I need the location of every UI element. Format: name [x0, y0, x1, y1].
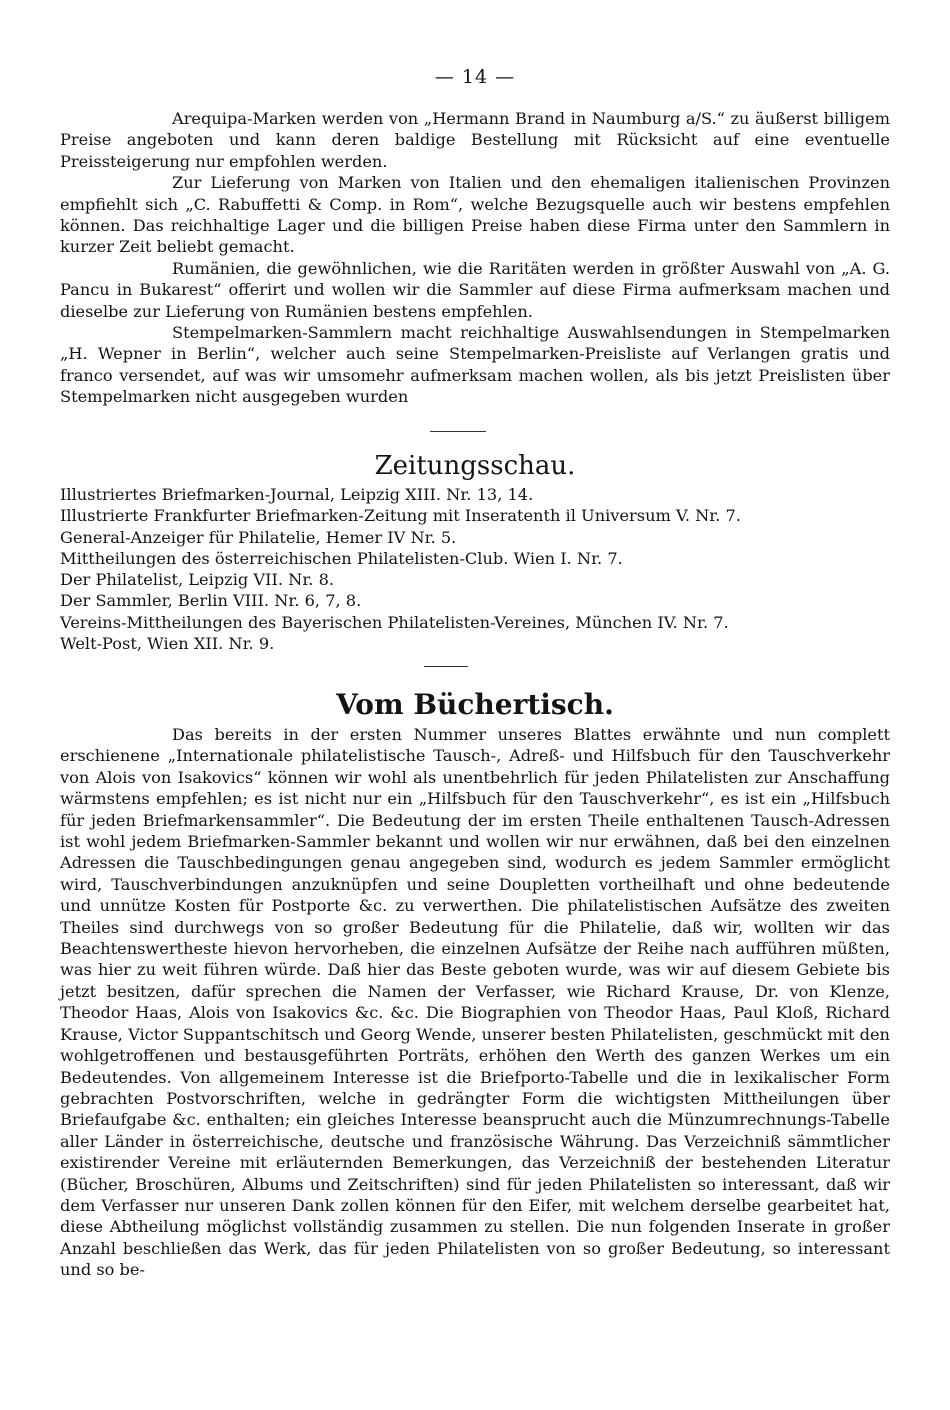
paragraph-arequipa: Arequipa-Marken werden von „Hermann Brand in Naumburg a/S.“ zu äußerst billigem Preise angeboten und kann deren baldige Bestellung mit Rücksicht auf eine eventuelle Preissteigerung nur empfohlen werden. [60, 109, 890, 171]
journal-item: Vereins-Mittheilungen des Bayerischen Philatelisten-Vereines, München IV. Nr. 7. [60, 612, 729, 632]
section-title-zeitungsschau: Zeitungsschau. [374, 451, 576, 481]
journal-item: Mittheilungen des österreichischen Philatelisten-Club. Wien I. Nr. 7. [60, 548, 623, 568]
journal-item: General-Anzeiger für Philatelie, Hemer IV Nr. 5. [60, 527, 457, 547]
section-title-buechertisch: Vom Büchertisch. [336, 688, 614, 721]
paragraph-stempelmarken: Stempelmarken-Sammlern macht reichhaltige Auswahlsendungen in Stempelmarken „H. Wepner in Berlin“, welcher auch seine Stempelmarken-Preisliste auf Verlangen gratis und franco versendet, auf was wir umsomehr aufmerksam machen wollen, als bis jetzt Preislisten über Stempelmarken nicht ausgegeben wurden [60, 323, 890, 407]
section-divider [430, 431, 486, 432]
section-divider [424, 666, 468, 667]
paragraph-rumaenien: Rumänien, die gewöhnlichen, wie die Raritäten werden in größter Auswahl von „A. G. Pancu in Bukarest“ offerirt und wollen wir die Sammler auf diese Firma aufmerksam machen und dieselbe zur Lieferung von Rumänien bestens empfehlen. [60, 258, 890, 321]
paragraph-buechertisch: Das bereits in der ersten Nummer unseres Blattes erwähnte und nun complett erschienene „Internationale philatelistische Tausch-, Adreß- und Hilfsbuch für den Tauschverkehr von Alois von Isakovics“ können wir wohl als unentbehrlich für jeden Philatelisten zur Anschaffung wärmstens empfehlen; es ist nicht nur ein „Hilfsbuch für den Tauschverkehr“, es ist ein „Hilfsbuch für jeden Briefmarkensammler“. Die Bedeutung der im ersten Theile enthaltenen Tausch-Adressen ist wohl jedem Briefmarken-Sammler bekannt und wollen wir nur erwähnen, daß bei den einzelnen Adressen die Tauschbedingungen genau angegeben sind, wodurch es jedem Sammler ermöglicht wird, Tauschverbindungen anzuknüpfen und seine Doupletten vortheilhaft und ohne bedeutende und unnütze Kosten für Postporte &c. zu verwerthen. Die philatelistischen Aufsätze des zweiten Theiles sind durchwegs von so großer Bedeutung für die Philatelie, daß wir, wollten wir das Beachtenswertheste hievon hervorheben, die einzelnen Aufsätze der Reihe nach aufführen müßten, was hier zu weit führen würde. Daß hier das Beste geboten wurde, was wir auf diesem Gebiete bis jetzt besitzen, dafür sprechen die Namen der Verfasser, wie Richard Krause, Dr. von Klenze, Theodor Haas, Alois von Isakovics &c. &c. Die Biographien von Theodor Haas, Paul Kloß, Richard Krause, Victor Suppantschitsch und Georg Wende, unserer besten Philatelisten, geschmückt mit den wohlgetroffenen und bestausgeführten Porträts, erhöhen den Werth des ganzen Werkes um ein Bedeutendes. Von allgemeinem Interesse ist die Briefporto-Tabelle und die in lexikalischer Form gebrachten Postvorschriften, welche in gedrängter Form die wichtigsten Mittheilungen über Briefaufgabe &c. enthalten; ein gleiches Interesse beansprucht auch die Münzumrechnungs-Tabelle aller Länder in österreichische, deutsche und französische Währung. Das Verzeichniß sämmtlicher existirender Vereine mit erläuternden Bemerkungen, das Verzeichniß der bestehenden Literatur (Bücher, Broschüren, Albums und Zeitschriften) sind für jeden Philatelisten so interessant, daß wir dem Verfasser nur unseren Dank zollen können für den Eifer, mit welchem derselbe gearbeitet hat, diese Abtheilung möglichst vollständig zusammen zu stellen. Die nun folgenden Inserate in großer Anzahl beschließen das Werk, das für jeden Philatelisten von so großer Bedeutung, so interessant und so be- [60, 725, 890, 1280]
journal-item: Der Philatelist, Leipzig VII. Nr. 8. [60, 570, 335, 590]
paragraph-italien: Zur Lieferung von Marken von Italien und den ehemaligen italienischen Provinzen empfiehlt sich „C. Rabuffetti & Comp. in Rom“, welche Bezugsquelle auch wir bestens empfehlen können. Das reichhaltige Lager und die billigen Preise haben diese Firma unter den Sammlern in kurzer Zeit beliebt gemacht. [60, 173, 890, 257]
journal-item: Illustriertes Briefmarken-Journal, Leipzig XIII. Nr. 13, 14. [60, 485, 534, 504]
intro-section [60, 108, 890, 408]
journal-item: Illustrierte Frankfurter Briefmarken-Zeitung mit Inseratenth il Universum V. Nr. 7. [60, 506, 742, 526]
journal-list-section [60, 484, 890, 654]
journal-list [60, 484, 890, 654]
buechertisch-section [60, 724, 890, 1281]
page-number: — 14 — [434, 66, 516, 88]
journal-item: Der Sammler, Berlin VIII. Nr. 6, 7, 8. [60, 591, 362, 611]
journal-item: Welt-Post, Wien XII. Nr. 9. [60, 634, 275, 654]
